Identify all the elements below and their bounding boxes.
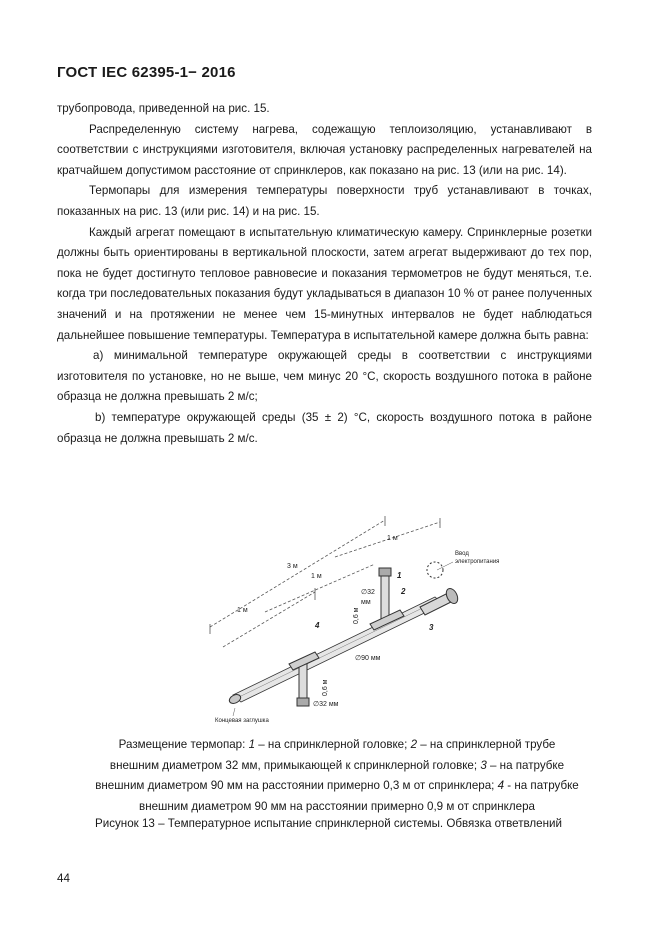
figure-title: Рисунок 13 – Температурное испытание спринклерной системы. Обвязка ответвлений xyxy=(95,817,562,830)
caption-line-2 xyxy=(57,756,617,777)
callout-4: 4 xyxy=(315,621,320,630)
paragraph-item-b: b) температуре окружающей среды (35 ± 2) °С, скорость воздушного потока в районе образца не должна превышать 2 м/с. xyxy=(57,410,592,445)
label-dia-90: ∅90 мм xyxy=(355,655,381,662)
label-height-06-top: 0,6 м xyxy=(353,607,360,624)
label-power-input-1: Ввод xyxy=(455,551,469,557)
label-power-input-2: электропитания xyxy=(455,559,500,565)
main-pipe xyxy=(233,597,443,702)
callout-1: 1 xyxy=(397,571,402,580)
paragraph-thermocouples: Термопары для измерения температуры поверхности труб устанавливают в точках, показанных на рис. 13 (или рис. 14) и на рис. 15. xyxy=(57,184,592,218)
sprinkler-riser-bottom xyxy=(289,652,319,706)
label-1m-top: 1 м xyxy=(387,535,398,542)
caption-number: 2 xyxy=(410,738,418,751)
caption-text: – на патрубке xyxy=(486,758,565,772)
sprinkler-piping-diagram xyxy=(205,512,525,727)
label-1m-mid: 1 м xyxy=(311,573,322,580)
label-height-06-bottom: 0,6 м xyxy=(322,679,329,696)
document-header: ГОСТ IEC 62395-1− 2016 xyxy=(57,64,236,81)
paragraph-climatic-chamber: Каждый агрегат помещают в испытательную климатическую камеру. Спринклерные розетки должны быть ориентированы в вертикальной плоскости, затем агрегат выдерживают до тех пор, пока не будет достигнуто тепловое равновесие и показания термометров не будут меняться, т.е. когда три последовательных показания будут укладываться в диапазон 10 % от ранее полученных значений и на протяжении не менее чем 15-минутных интервалов не будет наблюдаться дальнейшее повышение температуры. Температура в испытательной камере должна быть равна: xyxy=(57,225,592,342)
figure-caption xyxy=(57,735,617,817)
caption-text: – на спринклерной трубе xyxy=(417,738,556,751)
caption-text: - на патрубке xyxy=(504,779,579,793)
caption-line-4: внешним диаметром 90 мм на расстоянии примерно 0,9 м от спринклера xyxy=(139,799,535,813)
label-end-cap: Концевая заглушка xyxy=(215,718,269,724)
power-input-end xyxy=(420,562,460,615)
callout-2: 2 xyxy=(401,587,406,596)
caption-number: 4 xyxy=(497,779,505,793)
label-3m: 3 м xyxy=(287,563,298,570)
caption-text: Размещение термопар: xyxy=(118,738,249,751)
caption-number: 1 xyxy=(248,738,256,751)
caption-line-1 xyxy=(57,735,617,756)
caption-text: внешним диаметром 32 мм, примыкающей к спринклерной головке; xyxy=(109,758,481,772)
label-dia-32-top: ∅32 xyxy=(361,589,375,596)
paragraph-heating-system: Распределенную систему нагрева, содежащую теплоизоляцию, устанавливают в соответствии с инструкциями изготовителя, включая установку распределенных нагревателей на кратчайшем допустимом расстояние от спринклеров, как показано на рис. 13 (или на рис. 14). xyxy=(57,122,592,177)
dim-line-1m-left xyxy=(223,592,315,647)
caption-text: – на спринклерной головке; xyxy=(255,738,411,751)
caption-text: внешним диаметром 90 мм на расстоянии примерно 0,3 м от спринклера; xyxy=(95,779,498,793)
paragraph-item-a: a) минимальной температуре окружающей среды в соответствии с инструкциями изготовителя по установке, но не выше, чем минус 20 °С, скорость воздушного потока в районе образца не должна превышать 2 м/с; xyxy=(57,349,592,404)
dim-line-1m-mid xyxy=(265,564,375,612)
label-1m-left: 1 м xyxy=(237,607,248,614)
caption-number: 3 xyxy=(480,758,487,772)
label-dia-32-bottom: ∅32 мм xyxy=(313,701,339,708)
caption-line-3 xyxy=(57,776,617,797)
body-text xyxy=(57,99,592,449)
label-dia-32-top-unit: мм xyxy=(361,599,371,606)
paragraph-continuation: трубопровода, приведенной на рис. 15. xyxy=(57,102,270,115)
page-number: 44 xyxy=(57,872,70,885)
callout-3: 3 xyxy=(429,623,434,632)
